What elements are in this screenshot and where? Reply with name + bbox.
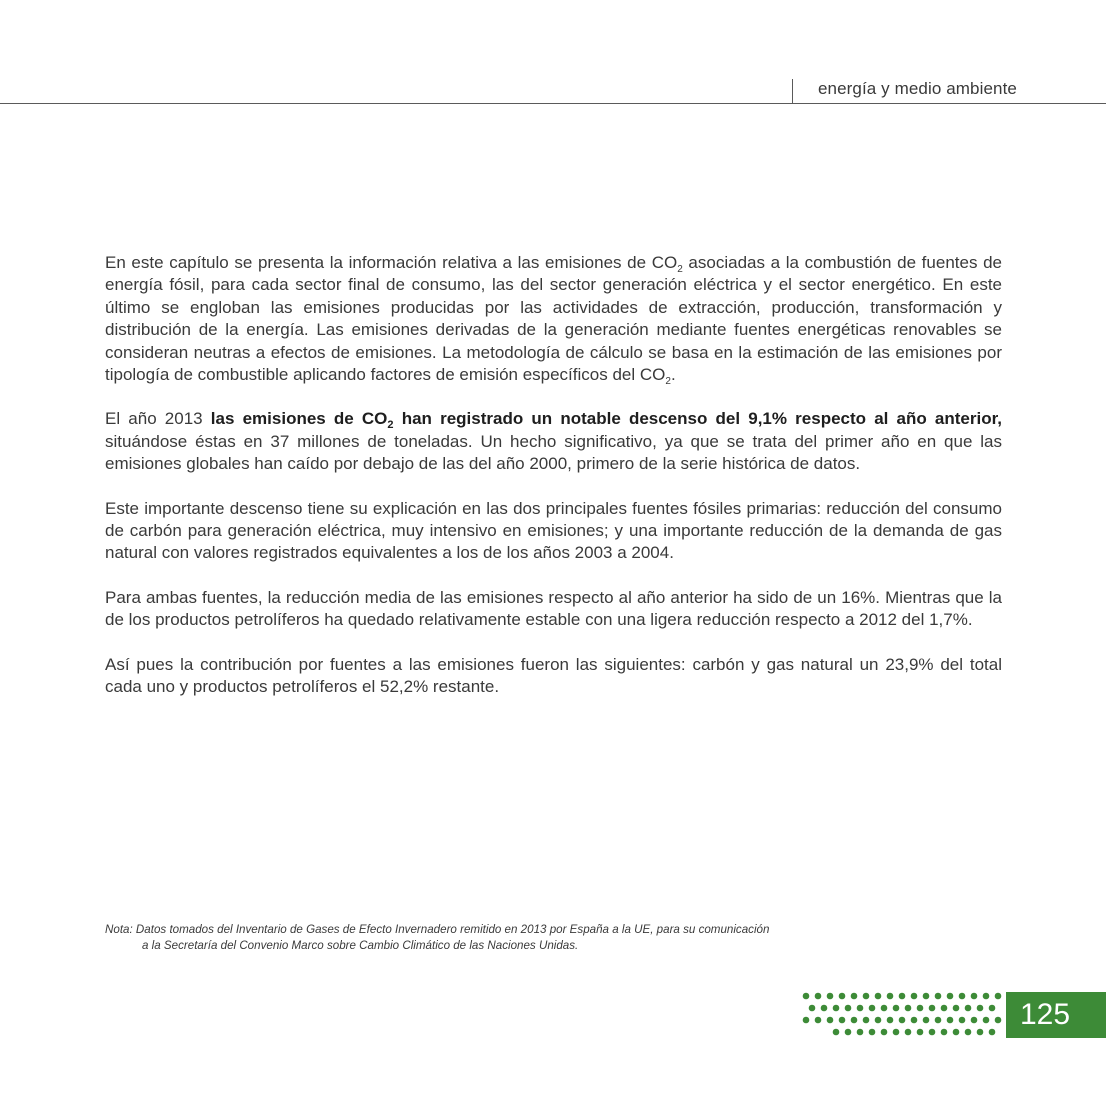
co2-subscript: 2 (677, 264, 683, 275)
paragraph-1 (105, 252, 1002, 386)
decorative-dot (851, 1017, 858, 1024)
decorative-dot (989, 1029, 996, 1036)
decorative-dot (827, 1017, 834, 1024)
decorative-dot (983, 993, 990, 1000)
decorative-dot (803, 1017, 810, 1024)
decorative-dot (815, 993, 822, 1000)
paragraph-5: Así pues la contribución por fuentes a las emisiones fueron las siguientes: carbón y gas natural un 23,9% del total cada uno y productos petrolíferos el 52,2% restante. (105, 654, 1002, 697)
decorative-dot (959, 1017, 966, 1024)
decorative-dot (965, 1005, 972, 1012)
decorative-dot (971, 1017, 978, 1024)
decorative-dot (857, 1029, 864, 1036)
decorative-dot (839, 993, 846, 1000)
decorative-dot (911, 1017, 918, 1024)
decorative-dot (863, 1017, 870, 1024)
decorative-dot (965, 1029, 972, 1036)
decorative-dot (833, 1029, 840, 1036)
paragraph-2-bold-b: han registrado un notable descenso del 9,1% respecto al año anterior, (393, 409, 1003, 429)
decorative-dot (803, 993, 810, 1000)
header-rule (0, 103, 1106, 104)
decorative-dot (953, 1005, 960, 1012)
paragraph-2-highlight (210, 409, 1003, 432)
footnote-line-1: Nota: Datos tomados del Inventario de Gases de Efecto Invernadero remitido en 2013 por España a la UE, para su comunicación (105, 923, 770, 936)
paragraph-2-text-b: situándose éstas en 37 millones de toneladas. Un hecho significativo, ya que se trata del primer año en que las emisiones globales han caído por debajo de las del año 2000, primero de la serie histórica de datos. (105, 431, 1002, 474)
decorative-dot (905, 1005, 912, 1012)
decorative-dot (899, 993, 906, 1000)
paragraph-4: Para ambas fuentes, la reducción media de las emisiones respecto al año anterior ha sido de un 16%. Mientras que la de los productos petrolíferos ha quedado relativamente estable con una ligera reducción respecto a 2012 del 1,7%. (105, 587, 1002, 630)
decorative-dot (887, 1017, 894, 1024)
paragraph-3: Este importante descenso tiene su explicación en las dos principales fuentes fósiles primarias: reducción del consumo de carbón para generación eléctrica, muy intensivo en emisiones; y una importante reducción de la demanda de gas natural con valores registrados equivalentes a los de los años 2003 a 2004. (105, 498, 1002, 563)
decorative-dot (923, 993, 930, 1000)
decorative-dot (905, 1029, 912, 1036)
decorative-dot (893, 1005, 900, 1012)
co2-subscript: 2 (665, 376, 671, 388)
decorative-dot (959, 993, 966, 1000)
decorative-dot (983, 1017, 990, 1024)
decorative-dot (977, 1029, 984, 1036)
decorative-dot (869, 1029, 876, 1036)
co2-subscript: 2 (387, 419, 394, 432)
decorative-dot (881, 1029, 888, 1036)
decorative-dot (875, 993, 882, 1000)
decorative-dot (947, 993, 954, 1000)
decorative-dot (857, 1005, 864, 1012)
decorative-dot (887, 993, 894, 1000)
paragraph-1-text-c: . (670, 365, 676, 385)
decorative-dot (851, 993, 858, 1000)
decorative-dot (929, 1029, 936, 1036)
decorative-dot (941, 1005, 948, 1012)
footnote (105, 922, 955, 954)
decorative-dot (833, 1005, 840, 1012)
decorative-dot (899, 1017, 906, 1024)
decorative-dot (947, 1017, 954, 1024)
paragraph-1-text-b: asociadas a la combustión de fuentes de energía fósil, para cada sector final de consumo, las del sector generación eléctrica y el sector energético. En este último se engloban las emisiones producidas por las actividades de extracción, producción, transformación y distribución de la energía. Las emisiones derivadas de la generación mediante fuentes energéticas renovables se consideran neutras a efectos de emisiones. La metodología de cálculo se basa en la estimación de las emisiones por tipología de combustible aplicando factores de emisión específicos del CO (105, 253, 1002, 385)
footnote-line-2: a la Secretaría del Convenio Marco sobre Cambio Climático de las Naciones Unidas. (142, 939, 579, 952)
decorative-dot (935, 993, 942, 1000)
decorative-dot (863, 993, 870, 1000)
decorative-dot (809, 1005, 816, 1012)
paragraph-2-bold-a: las emisiones de CO (210, 409, 388, 429)
decorative-dot (881, 1005, 888, 1012)
decorative-dot (923, 1017, 930, 1024)
decorative-dot (893, 1029, 900, 1036)
decorative-dot (911, 993, 918, 1000)
decorative-dot (929, 1005, 936, 1012)
decorative-dot (989, 1005, 996, 1012)
decorative-dot (917, 1005, 924, 1012)
decorative-dot-pattern (800, 991, 1005, 1039)
paragraph-2 (105, 408, 1002, 475)
decorative-dot (869, 1005, 876, 1012)
header-separator (792, 79, 793, 103)
page-number: 125 (1006, 992, 1106, 1038)
decorative-dot (845, 1005, 852, 1012)
decorative-dot (941, 1029, 948, 1036)
decorative-dot (815, 1017, 822, 1024)
body-text (105, 252, 1002, 721)
header-title: energía y medio ambiente (818, 79, 1017, 98)
decorative-dot (953, 1029, 960, 1036)
paragraph-2-text-a: El año 2013 (105, 409, 211, 429)
decorative-dot (827, 993, 834, 1000)
paragraph-1-text-a: En este capítulo se presenta la información relativa a las emisiones de CO (105, 253, 678, 272)
decorative-dot (875, 1017, 882, 1024)
decorative-dot (977, 1005, 984, 1012)
decorative-dot (845, 1029, 852, 1036)
decorative-dot (995, 1017, 1002, 1024)
decorative-dot (839, 1017, 846, 1024)
decorative-dot (935, 1017, 942, 1024)
decorative-dot (995, 993, 1002, 1000)
decorative-dot (917, 1029, 924, 1036)
decorative-dot (821, 1005, 828, 1012)
decorative-dot (971, 993, 978, 1000)
